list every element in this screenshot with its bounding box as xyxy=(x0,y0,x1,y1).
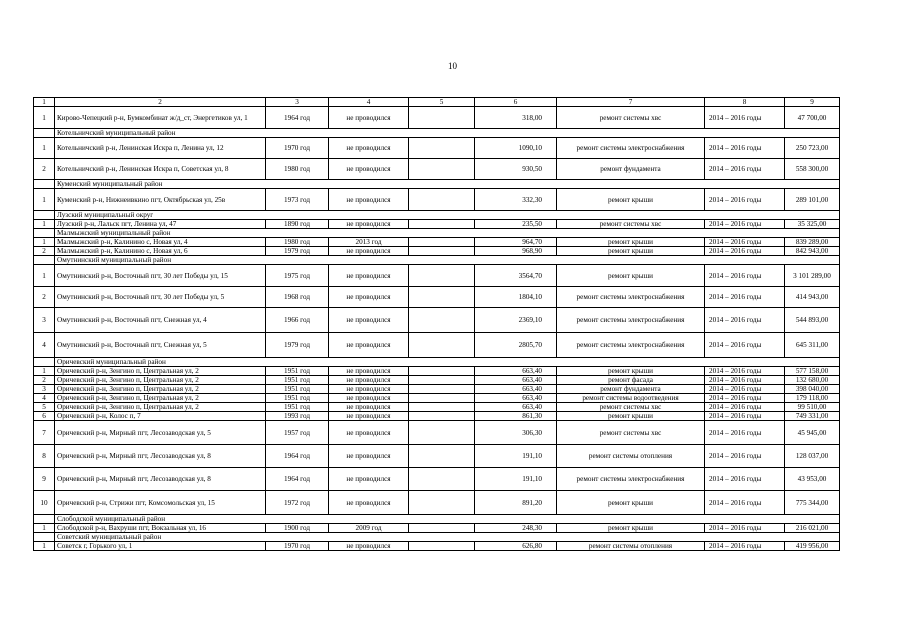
address-cell: Омутнинский р-н, Восточный пгт, Снежная ул, 5 xyxy=(55,333,266,358)
work-type-cell: ремонт системы хвс xyxy=(557,107,705,129)
year-built-cell: 1993 год xyxy=(266,412,329,421)
table-row xyxy=(34,247,840,256)
row-number: 1 xyxy=(34,524,55,533)
col5-cell xyxy=(409,333,475,358)
last-repair-cell: не проводился xyxy=(329,468,409,491)
section-index-cell xyxy=(34,129,55,138)
work-type-cell: ремонт системы отопления xyxy=(557,445,705,468)
row-number: 2 xyxy=(34,159,55,180)
section-title: Котельничский муниципальный район xyxy=(55,129,840,138)
area-cell: 191,10 xyxy=(475,468,557,491)
section-title: Куменский муниципальный район xyxy=(55,180,840,189)
work-type-cell: ремонт системы хвс xyxy=(557,220,705,229)
cost-cell: 132 680,00 xyxy=(785,376,840,385)
table-row xyxy=(34,138,840,159)
section-index-cell xyxy=(34,180,55,189)
year-built-cell: 1980 год xyxy=(266,159,329,180)
cost-cell: 47 700,00 xyxy=(785,107,840,129)
address-cell: Малмыжский р-н, Калинино с, Новая ул, 6 xyxy=(55,247,266,256)
period-cell: 2014 – 2016 годы xyxy=(705,189,785,211)
cost-cell: 216 021,00 xyxy=(785,524,840,533)
col5-cell xyxy=(409,445,475,468)
period-cell: 2014 – 2016 годы xyxy=(705,468,785,491)
year-built-cell: 1957 год xyxy=(266,421,329,445)
table-body xyxy=(34,98,840,551)
section-row xyxy=(34,211,840,220)
col5-cell xyxy=(409,385,475,394)
last-repair-cell: не проводился xyxy=(329,107,409,129)
last-repair-cell: 2013 год xyxy=(329,238,409,247)
table-row xyxy=(34,394,840,403)
work-type-cell: ремонт крыши xyxy=(557,367,705,376)
work-type-cell: ремонт фундамента xyxy=(557,385,705,394)
row-number: 8 xyxy=(34,445,55,468)
section-row xyxy=(34,229,840,238)
table-row xyxy=(34,376,840,385)
area-cell: 663,40 xyxy=(475,394,557,403)
last-repair-cell: не проводился xyxy=(329,412,409,421)
last-repair-cell: не проводился xyxy=(329,189,409,211)
period-cell: 2014 – 2016 годы xyxy=(705,491,785,515)
header-cell: 3 xyxy=(266,98,329,107)
cost-cell: 839 289,00 xyxy=(785,238,840,247)
row-number: 2 xyxy=(34,376,55,385)
work-type-cell: ремонт системы электроснабжения xyxy=(557,468,705,491)
col5-cell xyxy=(409,524,475,533)
work-type-cell: ремонт системы электроснабжения xyxy=(557,333,705,358)
row-number: 10 xyxy=(34,491,55,515)
header-row xyxy=(34,98,840,107)
page-number: 10 xyxy=(448,61,457,71)
row-number: 3 xyxy=(34,308,55,333)
header-cell: 7 xyxy=(557,98,705,107)
address-cell: Оричевский р-н, Мирный пгт, Лесозаводская ул, 5 xyxy=(55,421,266,445)
area-cell: 191,10 xyxy=(475,445,557,468)
section-index-cell xyxy=(34,211,55,220)
repair-table xyxy=(33,97,840,551)
cost-cell: 558 300,00 xyxy=(785,159,840,180)
address-cell: Котельничский р-н, Ленинская Искра п, Советская ул, 8 xyxy=(55,159,266,180)
address-cell: Оричевский р-н, Стрижи пгт, Комсомольская ул, 15 xyxy=(55,491,266,515)
area-cell: 2369,10 xyxy=(475,308,557,333)
col5-cell xyxy=(409,412,475,421)
row-number: 1 xyxy=(34,220,55,229)
work-type-cell: ремонт системы хвс xyxy=(557,421,705,445)
address-cell: Оричевский р-н, Мирный пгт, Лесозаводская ул, 8 xyxy=(55,468,266,491)
area-cell: 663,40 xyxy=(475,385,557,394)
area-cell: 235,50 xyxy=(475,220,557,229)
work-type-cell: ремонт системы водоотведения xyxy=(557,394,705,403)
section-row xyxy=(34,515,840,524)
row-number: 2 xyxy=(34,247,55,256)
table-row xyxy=(34,385,840,394)
row-number: 1 xyxy=(34,265,55,287)
address-cell: Оричевский р-н, Зенгино п, Центральная ул, 2 xyxy=(55,385,266,394)
area-cell: 1804,10 xyxy=(475,287,557,308)
last-repair-cell: не проводился xyxy=(329,265,409,287)
section-title: Оричевский муниципальный район xyxy=(55,358,840,367)
table-row xyxy=(34,107,840,129)
year-built-cell: 1951 год xyxy=(266,385,329,394)
section-title: Лузский муниципальный округ xyxy=(55,211,840,220)
row-number: 1 xyxy=(34,107,55,129)
row-number: 1 xyxy=(34,542,55,551)
year-built-cell: 1964 год xyxy=(266,468,329,491)
table-row xyxy=(34,445,840,468)
area-cell: 891,20 xyxy=(475,491,557,515)
table-row xyxy=(34,287,840,308)
area-cell: 626,80 xyxy=(475,542,557,551)
cost-cell: 645 311,00 xyxy=(785,333,840,358)
row-number: 4 xyxy=(34,333,55,358)
address-cell: Оричевский р-н, Зенгино п, Центральная ул, 2 xyxy=(55,394,266,403)
year-built-cell: 1970 год xyxy=(266,138,329,159)
year-built-cell: 1966 год xyxy=(266,308,329,333)
year-built-cell: 1972 год xyxy=(266,491,329,515)
col5-cell xyxy=(409,542,475,551)
year-built-cell: 1968 год xyxy=(266,287,329,308)
work-type-cell: ремонт системы отопления xyxy=(557,542,705,551)
address-cell: Оричевский р-н, Зенгино п, Центральная ул, 2 xyxy=(55,403,266,412)
area-cell: 248,30 xyxy=(475,524,557,533)
row-number: 5 xyxy=(34,403,55,412)
col5-cell xyxy=(409,308,475,333)
last-repair-cell: не проводился xyxy=(329,394,409,403)
year-built-cell: 1900 год xyxy=(266,524,329,533)
work-type-cell: ремонт крыши xyxy=(557,238,705,247)
header-cell: 6 xyxy=(475,98,557,107)
year-built-cell: 1964 год xyxy=(266,445,329,468)
section-index-cell xyxy=(34,358,55,367)
work-type-cell: ремонт системы электроснабжения xyxy=(557,308,705,333)
year-built-cell: 1979 год xyxy=(266,333,329,358)
address-cell: Оричевский р-н, Колос п, 7 xyxy=(55,412,266,421)
period-cell: 2014 – 2016 годы xyxy=(705,385,785,394)
year-built-cell: 1979 год xyxy=(266,247,329,256)
last-repair-cell: 2009 год xyxy=(329,524,409,533)
year-built-cell: 1975 год xyxy=(266,265,329,287)
col5-cell xyxy=(409,189,475,211)
cost-cell: 179 118,00 xyxy=(785,394,840,403)
col5-cell xyxy=(409,287,475,308)
period-cell: 2014 – 2016 годы xyxy=(705,107,785,129)
col5-cell xyxy=(409,238,475,247)
row-number: 9 xyxy=(34,468,55,491)
table-row xyxy=(34,412,840,421)
address-cell: Омутнинский р-н, Восточный пгт, 30 лет Победы ул, 5 xyxy=(55,287,266,308)
period-cell: 2014 – 2016 годы xyxy=(705,524,785,533)
period-cell: 2014 – 2016 годы xyxy=(705,403,785,412)
address-cell: Омутнинский р-н, Восточный пгт, 30 лет Победы ул, 15 xyxy=(55,265,266,287)
period-cell: 2014 – 2016 годы xyxy=(705,445,785,468)
work-type-cell: ремонт фасада xyxy=(557,376,705,385)
period-cell: 2014 – 2016 годы xyxy=(705,247,785,256)
work-type-cell: ремонт крыши xyxy=(557,189,705,211)
period-cell: 2014 – 2016 годы xyxy=(705,308,785,333)
period-cell: 2014 – 2016 годы xyxy=(705,376,785,385)
table-row xyxy=(34,159,840,180)
address-cell: Советск г, Горького ул, 1 xyxy=(55,542,266,551)
address-cell: Оричевский р-н, Мирный пгт, Лесозаводская ул, 8 xyxy=(55,445,266,468)
work-type-cell: ремонт крыши xyxy=(557,491,705,515)
section-row xyxy=(34,358,840,367)
last-repair-cell: не проводился xyxy=(329,308,409,333)
cost-cell: 414 943,00 xyxy=(785,287,840,308)
period-cell: 2014 – 2016 годы xyxy=(705,220,785,229)
area-cell: 3564,70 xyxy=(475,265,557,287)
section-title: Омутнинский муниципальный район xyxy=(55,256,840,265)
col5-cell xyxy=(409,138,475,159)
row-number: 1 xyxy=(34,189,55,211)
last-repair-cell: не проводился xyxy=(329,367,409,376)
last-repair-cell: не проводился xyxy=(329,376,409,385)
col5-cell xyxy=(409,265,475,287)
period-cell: 2014 – 2016 годы xyxy=(705,238,785,247)
work-type-cell: ремонт системы электроснабжения xyxy=(557,138,705,159)
col5-cell xyxy=(409,159,475,180)
table-row xyxy=(34,189,840,211)
period-cell: 2014 – 2016 годы xyxy=(705,421,785,445)
section-row xyxy=(34,129,840,138)
area-cell: 318,00 xyxy=(475,107,557,129)
period-cell: 2014 – 2016 годы xyxy=(705,333,785,358)
col5-cell xyxy=(409,394,475,403)
address-cell: Оричевский р-н, Зенгино п, Центральная ул, 2 xyxy=(55,367,266,376)
row-number: 1 xyxy=(34,367,55,376)
work-type-cell: ремонт крыши xyxy=(557,265,705,287)
address-cell: Куменский р-н, Нижнеивкино пгт, Октябрьская ул, 25в xyxy=(55,189,266,211)
row-number: 1 xyxy=(34,238,55,247)
year-built-cell: 1951 год xyxy=(266,367,329,376)
last-repair-cell: не проводился xyxy=(329,445,409,468)
area-cell: 2805,70 xyxy=(475,333,557,358)
col5-cell xyxy=(409,220,475,229)
address-cell: Оричевский р-н, Зенгино п, Центральная ул, 2 xyxy=(55,376,266,385)
section-index-cell xyxy=(34,533,55,542)
last-repair-cell: не проводился xyxy=(329,333,409,358)
table-row xyxy=(34,220,840,229)
last-repair-cell: не проводился xyxy=(329,542,409,551)
address-cell: Слободской р-н, Вахруши пгт, Вокзальная ул, 16 xyxy=(55,524,266,533)
period-cell: 2014 – 2016 годы xyxy=(705,367,785,376)
last-repair-cell: не проводился xyxy=(329,159,409,180)
cost-cell: 128 037,00 xyxy=(785,445,840,468)
table-row xyxy=(34,367,840,376)
period-cell: 2014 – 2016 годы xyxy=(705,138,785,159)
table-row xyxy=(34,308,840,333)
period-cell: 2014 – 2016 годы xyxy=(705,394,785,403)
row-number: 1 xyxy=(34,138,55,159)
area-cell: 663,40 xyxy=(475,376,557,385)
last-repair-cell: не проводился xyxy=(329,287,409,308)
cost-cell: 3 101 289,00 xyxy=(785,265,840,287)
section-title: Слободской муниципальный район xyxy=(55,515,840,524)
area-cell: 968,90 xyxy=(475,247,557,256)
col5-cell xyxy=(409,247,475,256)
cost-cell: 577 158,00 xyxy=(785,367,840,376)
row-number: 7 xyxy=(34,421,55,445)
last-repair-cell: не проводился xyxy=(329,220,409,229)
period-cell: 2014 – 2016 годы xyxy=(705,542,785,551)
header-cell: 8 xyxy=(705,98,785,107)
cost-cell: 544 893,00 xyxy=(785,308,840,333)
col5-cell xyxy=(409,403,475,412)
last-repair-cell: не проводился xyxy=(329,385,409,394)
row-number: 3 xyxy=(34,385,55,394)
cost-cell: 43 953,00 xyxy=(785,468,840,491)
year-built-cell: 1951 год xyxy=(266,394,329,403)
year-built-cell: 1970 год xyxy=(266,542,329,551)
work-type-cell: ремонт системы хвс xyxy=(557,403,705,412)
last-repair-cell: не проводился xyxy=(329,403,409,412)
period-cell: 2014 – 2016 годы xyxy=(705,412,785,421)
area-cell: 1090,10 xyxy=(475,138,557,159)
address-cell: Котельничский р-н, Ленинская Искра п, Ленина ул, 12 xyxy=(55,138,266,159)
table-row xyxy=(34,491,840,515)
section-index-cell xyxy=(34,256,55,265)
area-cell: 306,30 xyxy=(475,421,557,445)
table-row xyxy=(34,542,840,551)
col5-cell xyxy=(409,491,475,515)
area-cell: 663,40 xyxy=(475,403,557,412)
section-row xyxy=(34,180,840,189)
last-repair-cell: не проводился xyxy=(329,491,409,515)
cost-cell: 289 101,00 xyxy=(785,189,840,211)
last-repair-cell: не проводился xyxy=(329,421,409,445)
col5-cell xyxy=(409,107,475,129)
col5-cell xyxy=(409,421,475,445)
table-row xyxy=(34,468,840,491)
address-cell: Омутнинский р-н, Восточный пгт, Снежная ул, 4 xyxy=(55,308,266,333)
table-row xyxy=(34,238,840,247)
header-cell: 5 xyxy=(409,98,475,107)
work-type-cell: ремонт фундамента xyxy=(557,159,705,180)
table-row xyxy=(34,524,840,533)
table-row xyxy=(34,421,840,445)
header-cell: 9 xyxy=(785,98,840,107)
cost-cell: 35 325,00 xyxy=(785,220,840,229)
row-number: 4 xyxy=(34,394,55,403)
cost-cell: 250 723,00 xyxy=(785,138,840,159)
cost-cell: 842 943,00 xyxy=(785,247,840,256)
last-repair-cell: не проводился xyxy=(329,138,409,159)
section-row xyxy=(34,533,840,542)
work-type-cell: ремонт системы электроснабжения xyxy=(557,287,705,308)
col5-cell xyxy=(409,376,475,385)
address-cell: Лузский р-н, Лальск пгт, Ленина ул, 47 xyxy=(55,220,266,229)
section-title: Малмыжский муниципальный район xyxy=(55,229,840,238)
table-row xyxy=(34,265,840,287)
cost-cell: 419 956,00 xyxy=(785,542,840,551)
section-title: Советский муниципальный район xyxy=(55,533,840,542)
table-row xyxy=(34,403,840,412)
last-repair-cell: не проводился xyxy=(329,247,409,256)
year-built-cell: 1951 год xyxy=(266,403,329,412)
header-cell: 1 xyxy=(34,98,55,107)
cost-cell: 749 331,00 xyxy=(785,412,840,421)
address-cell: Малмыжский р-н, Калинино с, Новая ул, 4 xyxy=(55,238,266,247)
area-cell: 861,30 xyxy=(475,412,557,421)
section-index-cell xyxy=(34,515,55,524)
year-built-cell: 1951 год xyxy=(266,376,329,385)
period-cell: 2014 – 2016 годы xyxy=(705,265,785,287)
year-built-cell: 1964 год xyxy=(266,107,329,129)
year-built-cell: 1890 год xyxy=(266,220,329,229)
col5-cell xyxy=(409,468,475,491)
header-cell: 2 xyxy=(55,98,266,107)
work-type-cell: ремонт крыши xyxy=(557,247,705,256)
area-cell: 332,30 xyxy=(475,189,557,211)
table-row xyxy=(34,333,840,358)
area-cell: 930,50 xyxy=(475,159,557,180)
area-cell: 663,40 xyxy=(475,367,557,376)
row-number: 6 xyxy=(34,412,55,421)
cost-cell: 99 510,00 xyxy=(785,403,840,412)
work-type-cell: ремонт крыши xyxy=(557,524,705,533)
period-cell: 2014 – 2016 годы xyxy=(705,287,785,308)
row-number: 2 xyxy=(34,287,55,308)
header-cell: 4 xyxy=(329,98,409,107)
year-built-cell: 1980 год xyxy=(266,238,329,247)
period-cell: 2014 – 2016 годы xyxy=(705,159,785,180)
cost-cell: 398 040,00 xyxy=(785,385,840,394)
address-cell: Кирово-Чепецкий р-н, Бумкомбинат ж/д_ст, Энергетиков ул, 1 xyxy=(55,107,266,129)
cost-cell: 45 945,00 xyxy=(785,421,840,445)
cost-cell: 775 344,00 xyxy=(785,491,840,515)
work-type-cell: ремонт крыши xyxy=(557,412,705,421)
section-index-cell xyxy=(34,229,55,238)
col5-cell xyxy=(409,367,475,376)
year-built-cell: 1973 год xyxy=(266,189,329,211)
area-cell: 964,70 xyxy=(475,238,557,247)
section-row xyxy=(34,256,840,265)
